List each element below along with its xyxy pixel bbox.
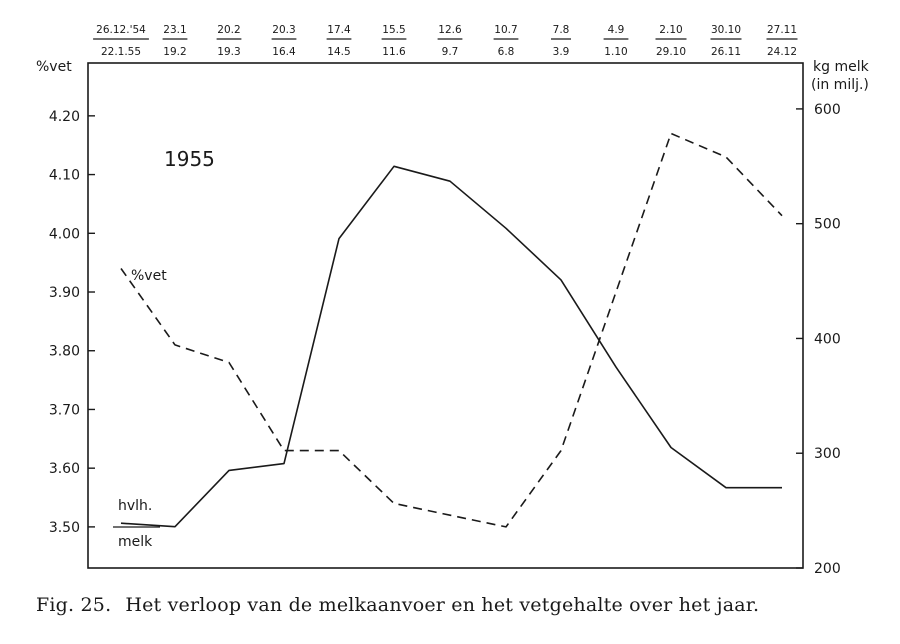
- period-start-label: 30.10: [710, 24, 742, 36]
- period-end-label: 3.9: [552, 46, 570, 58]
- period-label: [656, 24, 687, 58]
- fat-series-label: %vet: [131, 268, 167, 284]
- year-label: 1955: [164, 147, 215, 171]
- period-start-label: 7.8: [552, 24, 570, 36]
- period-end-label: 16.4: [272, 46, 296, 58]
- period-label: [382, 24, 407, 58]
- period-end-label: 19.2: [163, 46, 187, 58]
- period-start-label: 12.6: [438, 24, 462, 36]
- period-start-label: 26.12.'54: [96, 24, 146, 36]
- period-labels: [93, 24, 797, 58]
- left-axis-tick-label: 4.10: [48, 167, 80, 184]
- period-start-label: 20.2: [217, 24, 241, 36]
- milk-supply-line: [121, 166, 782, 526]
- period-label: [163, 24, 188, 58]
- series-layer: [113, 134, 782, 528]
- plot-border: [88, 63, 803, 568]
- period-end-label: 29.10: [655, 46, 687, 58]
- left-axis-tick-label: 3.50: [48, 519, 80, 536]
- left-axis-tick-label: 4.00: [48, 226, 80, 243]
- period-end-label: 14.5: [327, 46, 351, 58]
- fat-percentage-line: [121, 134, 782, 527]
- period-start-label: 4.9: [607, 24, 625, 36]
- period-start-label: 2.10: [659, 24, 683, 36]
- period-start-label: 27.11: [766, 24, 798, 36]
- period-end-label: 24.12: [766, 46, 798, 58]
- period-label: [438, 24, 463, 58]
- period-end-label: 9.7: [441, 46, 459, 58]
- right-axis-tick-label: 600: [814, 101, 841, 118]
- period-label: [327, 24, 352, 58]
- right-axis-tick-label: 500: [814, 216, 841, 233]
- period-end-label: 1.10: [604, 46, 628, 58]
- right-axis-title-line1: kg melk: [813, 59, 869, 75]
- left-axis-tick-label: 3.70: [48, 402, 80, 419]
- period-end-label: 11.6: [382, 46, 406, 58]
- period-end-label: 22.1.55: [100, 46, 142, 58]
- period-end-label: 19.3: [217, 46, 241, 58]
- figure-caption: [36, 594, 876, 616]
- figure-number: Fig. 25.: [36, 594, 112, 616]
- period-start-label: 20.3: [272, 24, 296, 36]
- right-axis-tick-label: 400: [814, 331, 841, 348]
- milk-series-label-line2: melk: [118, 534, 153, 550]
- period-label: [551, 24, 571, 58]
- period-label: [93, 24, 149, 58]
- period-label: [604, 24, 629, 58]
- plot-frame: [88, 63, 803, 568]
- milk-series-label-line1: hvlh.: [118, 498, 153, 514]
- left-axis-title: %vet: [36, 59, 72, 75]
- period-start-label: 17.4: [327, 24, 351, 36]
- left-axis-tick-label: 3.80: [48, 343, 80, 360]
- figure-caption-text: Het verloop van de melkaanvoer en het vetgehalte over het jaar.: [125, 594, 760, 616]
- left-axis-tick-label: 3.90: [48, 285, 80, 302]
- period-label: [767, 24, 798, 58]
- right-axis-tick-label: 300: [814, 446, 841, 463]
- right-axis-title-line2: (in milj.): [811, 77, 869, 93]
- left-axis-tick-label: 4.20: [48, 108, 80, 125]
- period-start-label: 10.7: [494, 24, 518, 36]
- period-label: [272, 24, 297, 58]
- period-label: [494, 24, 519, 58]
- period-start-label: 23.1: [163, 24, 187, 36]
- period-label: [217, 24, 242, 58]
- period-end-label: 26.11: [710, 46, 742, 58]
- period-end-label: 6.8: [497, 46, 515, 58]
- right-axis-tick-label: 200: [814, 561, 841, 577]
- left-axis-tick-label: 3.60: [48, 461, 80, 478]
- period-start-label: 15.5: [382, 24, 406, 36]
- period-label: [711, 24, 742, 58]
